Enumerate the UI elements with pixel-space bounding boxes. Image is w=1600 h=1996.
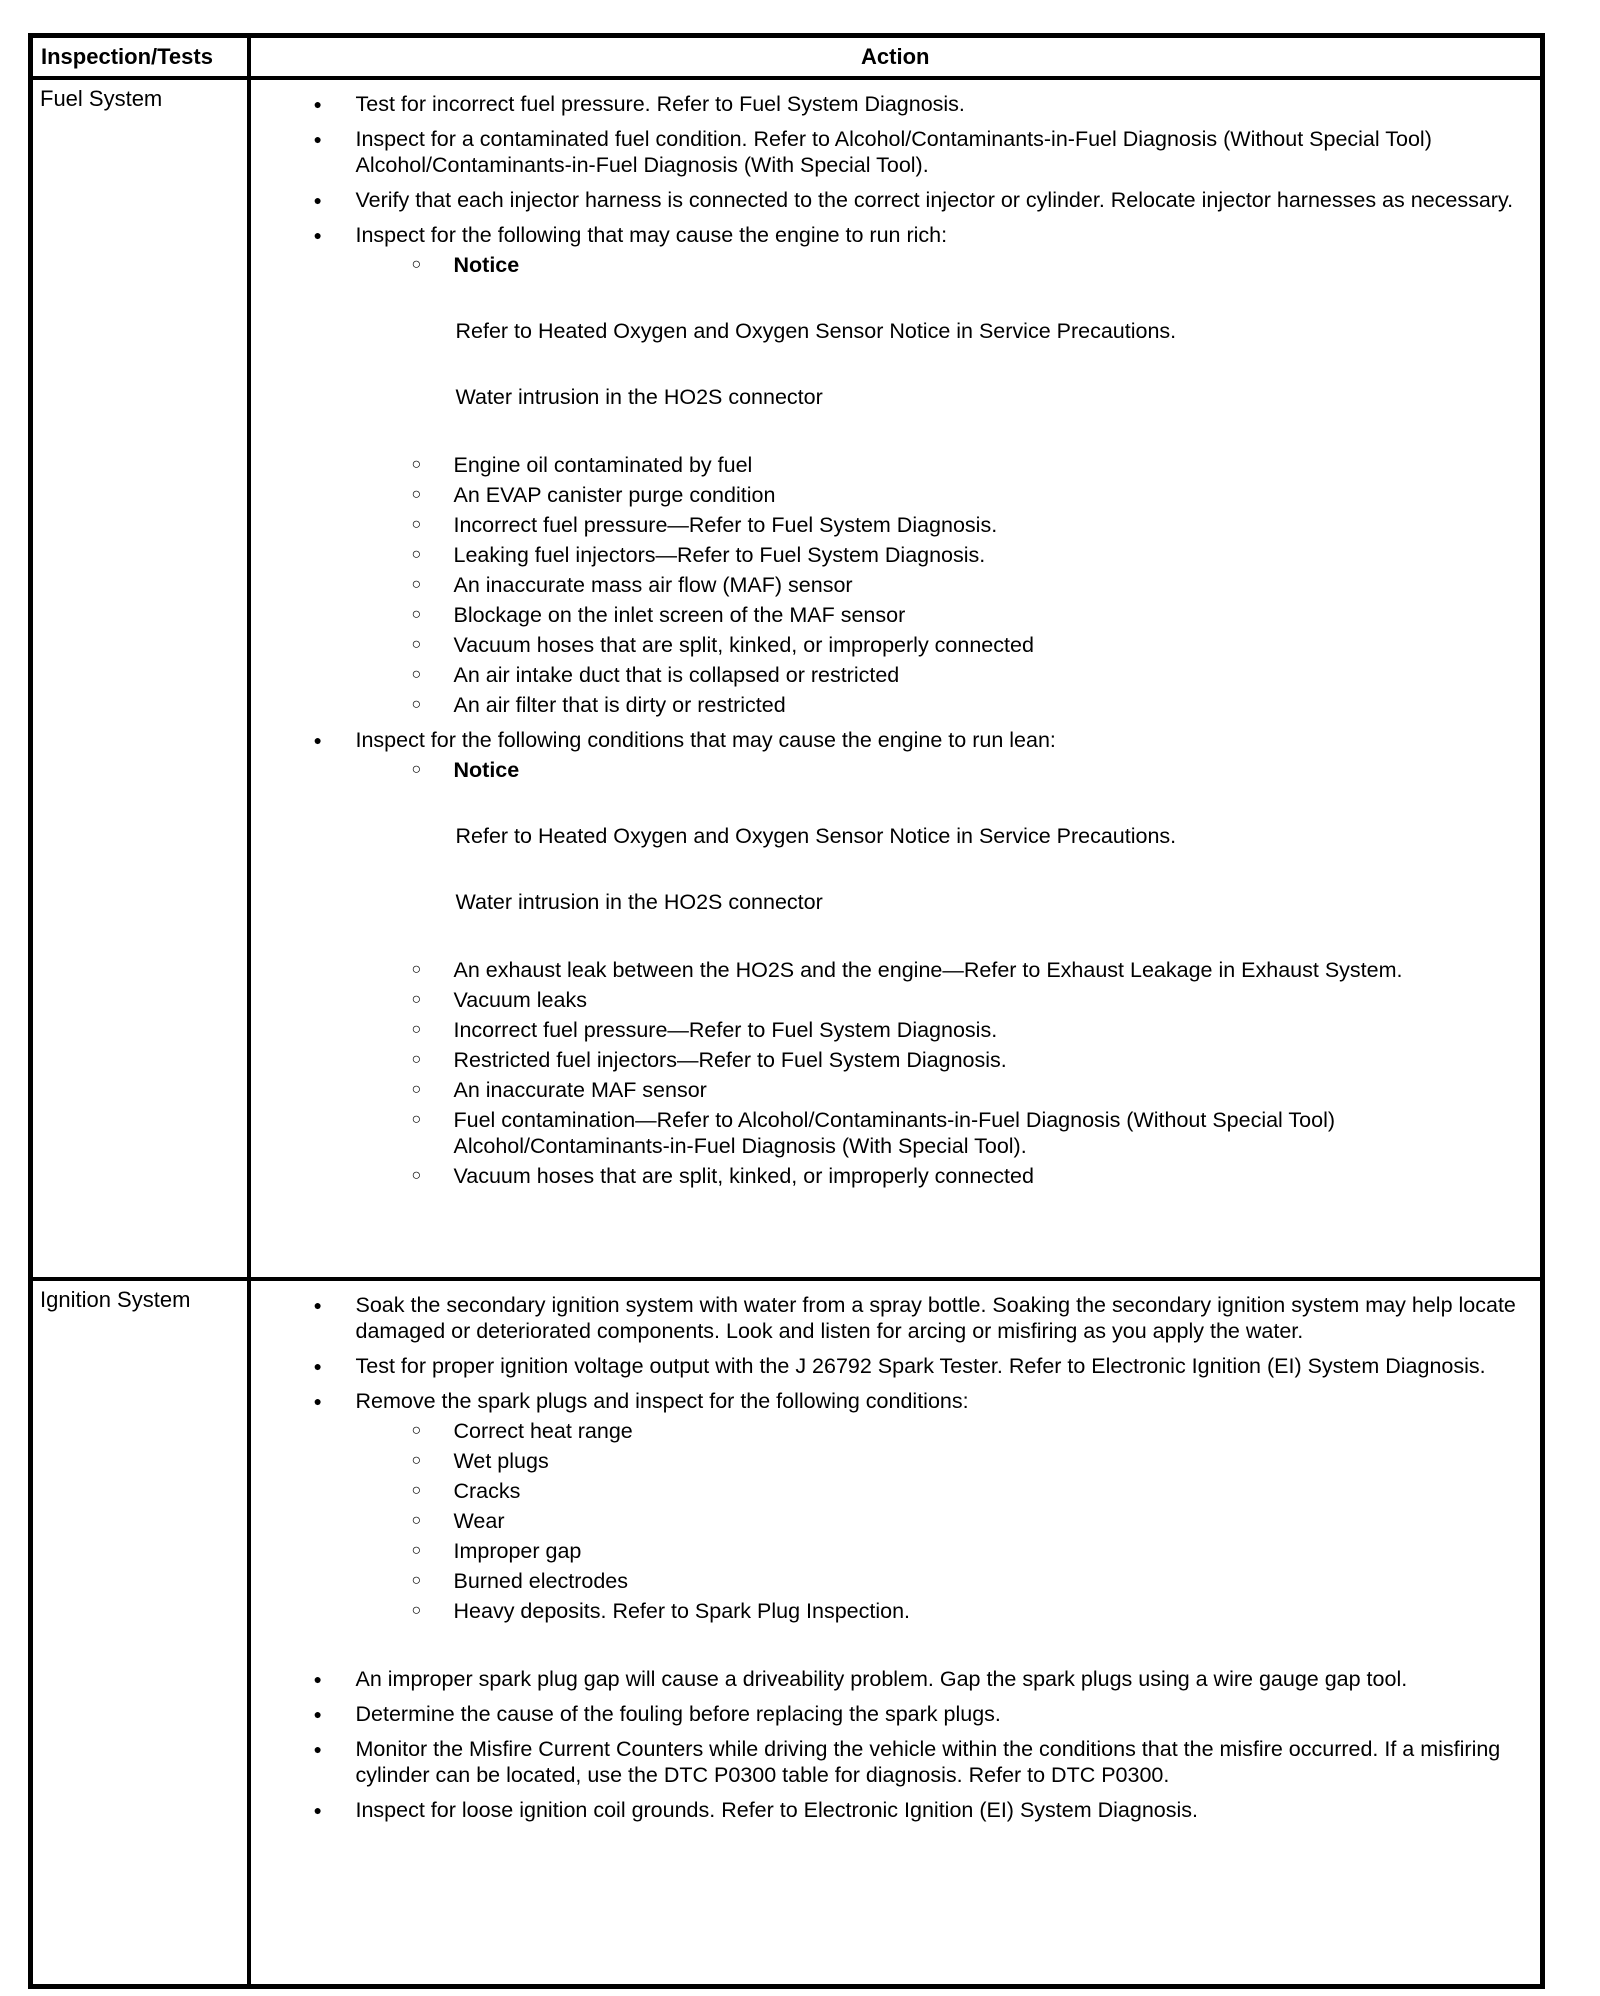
action-text: Leaking fuel injectors—Refer to Fuel System Diagnosis. <box>453 543 986 567</box>
circle-icon: ○ <box>411 576 422 593</box>
column-header-inspection-tests: Inspection/Tests <box>31 36 249 79</box>
action-item <box>412 757 1521 783</box>
action-text: Wet plugs <box>453 1449 549 1473</box>
circle-icon: ○ <box>411 256 422 273</box>
circle-icon: ○ <box>411 1542 422 1559</box>
action-item <box>412 482 1521 508</box>
action-item <box>314 727 1521 753</box>
action-item <box>314 1666 1521 1692</box>
bullet-icon: ● <box>313 227 322 243</box>
row-label: Fuel System <box>40 86 163 111</box>
action-item <box>412 1047 1521 1073</box>
action-text: An inaccurate MAF sensor <box>453 1078 707 1102</box>
action-text: Engine oil contaminated by fuel <box>453 453 753 477</box>
action-text: Inspect for loose ignition coil grounds. Refer to Electronic Ignition (EI) System Diagnosis. <box>355 1798 1198 1822</box>
action-item <box>314 187 1521 213</box>
action-cell <box>249 1279 1543 1987</box>
circle-icon: ○ <box>411 1602 422 1619</box>
action-item <box>412 1077 1521 1103</box>
row-label: Ignition System <box>40 1287 191 1312</box>
action-item <box>412 632 1521 658</box>
action-text: Determine the cause of the fouling before replacing the spark plugs. <box>355 1702 1001 1726</box>
bullet-icon: ● <box>313 1671 322 1687</box>
action-text: Soak the secondary ignition system with water from a spray bottle. Soaking the secondary ignition system may help locate damaged or deteriorated components. Look and listen for arcing or misfiring as you apply the water. <box>355 1293 1516 1343</box>
action-item <box>314 1353 1521 1379</box>
circle-icon: ○ <box>411 486 422 503</box>
action-item <box>412 1538 1521 1564</box>
circle-icon: ○ <box>411 666 422 683</box>
action-item <box>314 1797 1521 1823</box>
action-text: Monitor the Misfire Current Counters while driving the vehicle within the conditions that the misfire occurred. If a misfiring cylinder can be located, use the DTC P0300 table for diagnosis. Refer to DTC P0300. <box>355 1737 1501 1787</box>
action-item <box>412 542 1521 568</box>
notice-paragraph <box>456 889 1521 915</box>
action-text: An air intake duct that is collapsed or restricted <box>453 663 900 687</box>
table-row <box>31 78 1543 1279</box>
action-text: Inspect for the following conditions that may cause the engine to run lean: <box>355 728 1056 752</box>
notice-paragraph <box>456 384 1521 410</box>
action-item <box>412 1418 1521 1444</box>
action-text: An inaccurate mass air flow (MAF) sensor <box>453 573 853 597</box>
action-item <box>314 1388 1521 1414</box>
action-item <box>314 91 1521 117</box>
circle-icon: ○ <box>411 1021 422 1038</box>
action-text: An improper spark plug gap will cause a driveability problem. Gap the spark plugs using a wire gauge gap tool. <box>355 1667 1408 1691</box>
action-item <box>412 1478 1521 1504</box>
action-item <box>412 252 1521 278</box>
row-label-cell <box>31 1279 249 1987</box>
action-text: An air filter that is dirty or restricted <box>453 693 786 717</box>
table-header-row <box>31 36 1543 79</box>
action-item <box>412 957 1521 983</box>
action-text: Vacuum hoses that are split, kinked, or improperly connected <box>453 1164 1034 1188</box>
action-cell <box>249 78 1543 1279</box>
circle-icon: ○ <box>411 1422 422 1439</box>
action-item <box>314 126 1521 178</box>
action-item <box>412 512 1521 538</box>
action-text: Test for incorrect fuel pressure. Refer to Fuel System Diagnosis. <box>355 92 965 116</box>
action-text: Test for proper ignition voltage output with the J 26792 Spark Tester. Refer to Electronic Ignition (EI) System Diagnosis. <box>355 1354 1486 1378</box>
action-text: Water intrusion in the HO2S connector <box>455 385 823 409</box>
action-text: Water intrusion in the HO2S connector <box>455 890 823 914</box>
action-text: Improper gap <box>453 1539 582 1563</box>
action-text: Notice <box>453 253 520 277</box>
circle-icon: ○ <box>411 991 422 1008</box>
circle-icon: ○ <box>411 1167 422 1184</box>
action-text: Wear <box>453 1509 505 1533</box>
circle-icon: ○ <box>411 696 422 713</box>
bullet-icon: ● <box>313 1393 322 1409</box>
action-text: Blockage on the inlet screen of the MAF sensor <box>453 603 906 627</box>
table-row <box>31 1279 1543 1987</box>
bullet-icon: ● <box>313 1741 322 1757</box>
bullet-icon: ● <box>313 192 322 208</box>
bullet-icon: ● <box>313 1358 322 1374</box>
action-text: An exhaust leak between the HO2S and the engine—Refer to Exhaust Leakage in Exhaust System. <box>453 958 1403 982</box>
circle-icon: ○ <box>411 1111 422 1128</box>
circle-icon: ○ <box>411 761 422 778</box>
circle-icon: ○ <box>411 961 422 978</box>
action-text: Refer to Heated Oxygen and Oxygen Sensor Notice in Service Precautions. <box>455 319 1177 343</box>
circle-icon: ○ <box>411 1572 422 1589</box>
action-text: An EVAP canister purge condition <box>453 483 776 507</box>
action-text: Heavy deposits. Refer to Spark Plug Inspection. <box>453 1599 911 1623</box>
circle-icon: ○ <box>411 1051 422 1068</box>
action-item <box>412 452 1521 478</box>
bullet-icon: ● <box>313 1297 322 1313</box>
action-item <box>412 1598 1521 1624</box>
action-text: Inspect for a contaminated fuel condition. Refer to Alcohol/Contaminants-in-Fuel Diagnosis (Without Special Tool) Alcohol/Contaminants-in-Fuel Diagnosis (With Special Tool). <box>355 127 1432 177</box>
action-item <box>412 1163 1521 1189</box>
action-item <box>412 987 1521 1013</box>
action-text: Incorrect fuel pressure—Refer to Fuel System Diagnosis. <box>453 513 998 537</box>
circle-icon: ○ <box>411 1512 422 1529</box>
circle-icon: ○ <box>411 516 422 533</box>
circle-icon: ○ <box>411 456 422 473</box>
circle-icon: ○ <box>411 1452 422 1469</box>
bullet-icon: ● <box>313 131 322 147</box>
circle-icon: ○ <box>411 1482 422 1499</box>
circle-icon: ○ <box>411 1081 422 1098</box>
notice-paragraph <box>456 318 1521 344</box>
action-text: Correct heat range <box>453 1419 633 1443</box>
bullet-icon: ● <box>313 1706 322 1722</box>
action-item <box>314 222 1521 248</box>
action-item <box>412 1508 1521 1534</box>
action-text: Remove the spark plugs and inspect for the following conditions: <box>355 1389 969 1413</box>
action-item <box>412 662 1521 688</box>
action-text: Inspect for the following that may cause the engine to run rich: <box>355 223 948 247</box>
action-text: Cracks <box>453 1479 521 1503</box>
bullet-icon: ● <box>313 96 322 112</box>
action-item <box>314 1701 1521 1727</box>
action-item <box>412 1107 1521 1159</box>
action-item <box>314 1736 1521 1788</box>
action-text: Vacuum hoses that are split, kinked, or improperly connected <box>453 633 1034 657</box>
bullet-icon: ● <box>313 1802 322 1818</box>
action-text: Fuel contamination—Refer to Alcohol/Contaminants-in-Fuel Diagnosis (Without Special Tool) Alcohol/Contaminants-in-Fuel Diagnosis (With Special Tool). <box>453 1108 1336 1158</box>
action-text: Incorrect fuel pressure—Refer to Fuel System Diagnosis. <box>453 1018 998 1042</box>
action-text: Burned electrodes <box>453 1569 628 1593</box>
action-item <box>412 1568 1521 1594</box>
action-text: Vacuum leaks <box>453 988 587 1012</box>
bullet-icon: ● <box>313 732 322 748</box>
action-text: Notice <box>453 758 520 782</box>
action-item <box>412 1448 1521 1474</box>
circle-icon: ○ <box>411 546 422 563</box>
action-item <box>412 572 1521 598</box>
circle-icon: ○ <box>411 606 422 623</box>
action-text: Restricted fuel injectors—Refer to Fuel System Diagnosis. <box>453 1048 1007 1072</box>
action-item <box>314 1292 1521 1344</box>
action-text: Verify that each injector harness is connected to the correct injector or cylinder. Relocate injector harnesses as necessary. <box>355 188 1514 212</box>
circle-icon: ○ <box>411 636 422 653</box>
action-item <box>412 692 1521 718</box>
column-header-action: Action <box>249 36 1543 79</box>
action-text: Refer to Heated Oxygen and Oxygen Sensor Notice in Service Precautions. <box>455 824 1177 848</box>
diagnostic-table <box>28 33 1545 1989</box>
action-item <box>412 1017 1521 1043</box>
notice-paragraph <box>456 823 1521 849</box>
action-item <box>412 602 1521 628</box>
row-label-cell <box>31 78 249 1279</box>
